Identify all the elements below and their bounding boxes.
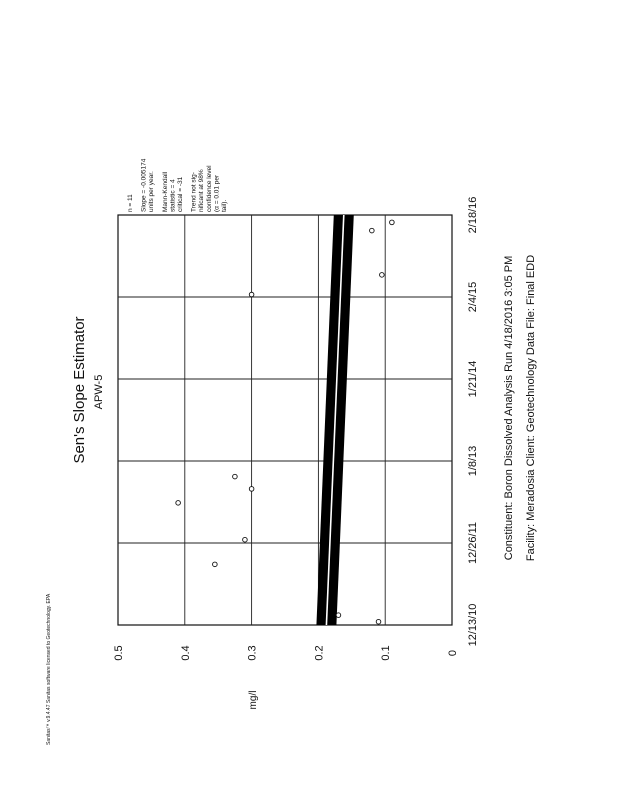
footer-facility: Facility: Meradosia Client: Geotechnology Data File: Final EDD	[525, 254, 537, 562]
x-tick-label: 2/4/15	[467, 281, 479, 313]
data-point	[233, 474, 238, 479]
y-axis-label-group	[248, 691, 259, 710]
x-tick-group	[467, 604, 479, 647]
chart-title: Sen's Slope Estimator	[71, 316, 88, 464]
data-points	[176, 220, 394, 624]
x-tick-group	[467, 197, 479, 234]
x-tick-label: 12/26/11	[467, 521, 479, 565]
data-point	[380, 273, 385, 278]
plot-area	[118, 215, 452, 625]
y-tick-label: 0.2	[313, 645, 326, 661]
y-tick-label: 0.5	[113, 645, 125, 661]
data-point	[213, 562, 218, 567]
data-point	[249, 487, 254, 492]
grid-lines	[118, 215, 452, 625]
data-point	[243, 537, 248, 542]
data-point	[336, 613, 341, 618]
x-tick-group	[467, 446, 479, 477]
data-point	[249, 292, 254, 297]
y-tick-group	[380, 645, 392, 660]
stats-line: Trend not sig-	[190, 172, 198, 212]
stats-line: n = 11	[127, 194, 134, 212]
plot-border	[118, 215, 452, 625]
software-note: Sanitas™ v.9.4.47 Sanitas software licensed to Geotechnology. EPA	[46, 593, 52, 745]
data-point	[390, 220, 395, 225]
tick-labels	[113, 197, 479, 661]
stats-line: (α = 0.01 per	[213, 174, 221, 212]
stats-line: tail).	[221, 199, 228, 212]
y-tick-label: 0	[447, 649, 459, 657]
data-point	[376, 619, 381, 624]
footer-line2-group	[525, 255, 537, 561]
software-note-group	[46, 593, 52, 745]
trend-band	[316, 215, 353, 625]
stats-group	[127, 158, 228, 212]
stats-line: statistic = 4	[169, 179, 177, 212]
y-tick-group	[113, 645, 125, 660]
x-tick-group	[467, 361, 479, 398]
y-axis-label: mg/l	[248, 690, 259, 710]
title-group	[71, 316, 88, 463]
stats-line: units per year.	[148, 171, 156, 212]
x-tick-label: 2/18/16	[467, 196, 479, 234]
y-tick-label: 0.3	[246, 645, 259, 661]
stats-line: Mann-Kendall	[161, 171, 169, 212]
y-tick-group	[447, 650, 459, 656]
chart-subtitle: APW-5	[93, 374, 105, 410]
footer-constituent: Constituent: Boron Dissolved Analysis Run 4/18/2016 3:05 PM	[503, 255, 515, 561]
footer-line1-group	[503, 256, 515, 561]
stats-line: nificant at 98%	[198, 169, 206, 212]
y-tick-label: 0.1	[380, 645, 393, 661]
stats-line: confidence level	[205, 165, 213, 212]
stats-line: Slope = -0.005174	[140, 158, 148, 212]
y-tick-group	[180, 645, 192, 660]
x-tick-group	[467, 282, 479, 313]
y-tick-group	[313, 645, 325, 660]
data-point	[176, 501, 181, 506]
data-point	[370, 228, 375, 233]
y-tick-label: 0.4	[179, 645, 192, 661]
stats-line: critical = -31	[177, 176, 184, 212]
subtitle-group	[93, 375, 105, 410]
x-tick-group	[467, 522, 479, 564]
x-tick-label: 12/13/10	[467, 603, 479, 647]
x-tick-label: 1/21/14	[467, 360, 479, 398]
y-tick-group	[247, 645, 259, 660]
x-tick-label: 1/8/13	[467, 445, 479, 477]
